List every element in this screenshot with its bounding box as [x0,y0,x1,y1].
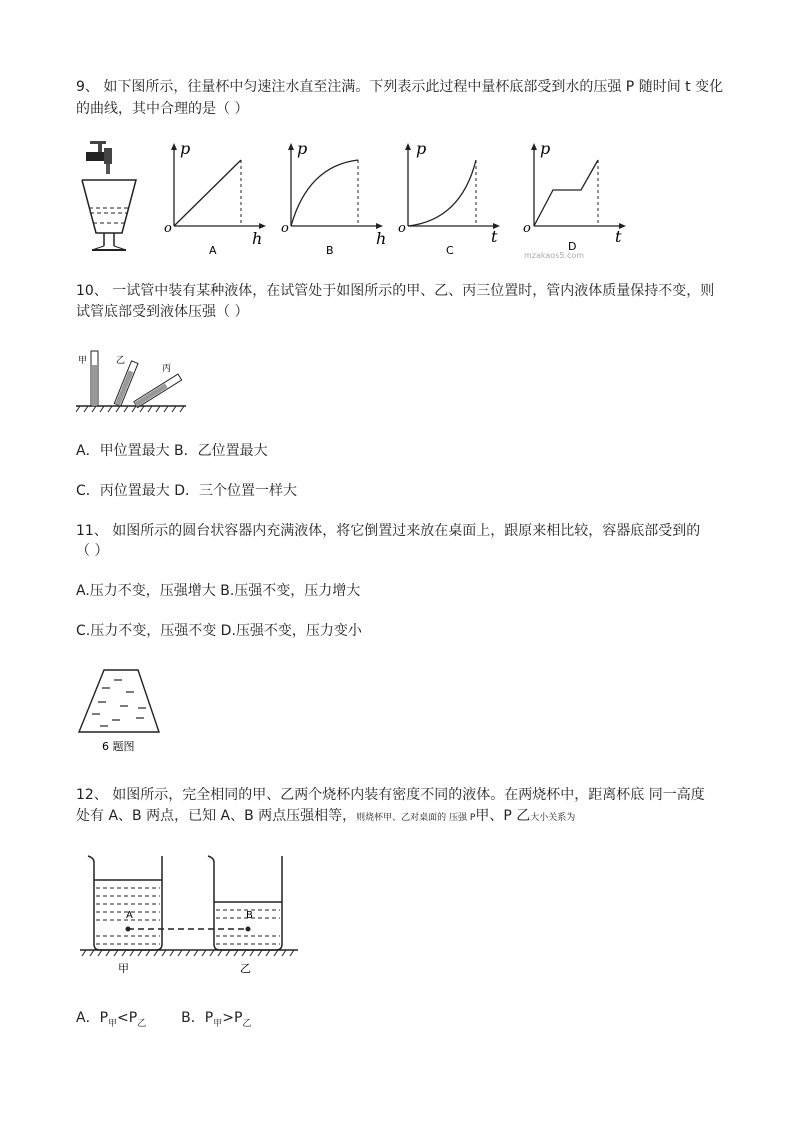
graph-d [523,139,626,260]
point-a-label: A [126,910,133,921]
graph-c-y-label: p [416,139,427,158]
tube-bing [134,374,182,407]
tube-label-bing: 丙 [162,364,172,374]
beaker-label-jia: 甲 [118,962,129,975]
beaker-label-yi: 乙 [240,962,251,975]
q10-figure [76,345,196,415]
q12-stem-main: 处有 A、B 两点，已知 A、B 两点压强相等， [76,808,357,824]
q11-stem-line1: 11、 如图所示的圆台状容器内充满液体，将它倒置过来放在桌面上，跟原来相比较，容器底部受到的 [76,523,701,539]
graph-d-x-label: t [615,227,622,246]
graph-c-origin: o [398,221,406,236]
q9-stem-line1: 9、 如下图所示，往量杯中匀速注水直至注满。下列表示此过程中量杯底部受到水的压强 P 随时间 t 变化 [76,79,724,95]
graph-a-x-label: h [252,229,263,248]
beaker-jia [88,856,162,950]
graph-b-x-label: h [376,229,387,248]
q10-stem-line2: 试管底部受到液体压强（ ） [76,304,249,320]
graph-a-origin: o [164,221,172,236]
q10-options-row2: C．丙位置最大 D．三个位置一样大 [76,483,298,499]
tube-label-yi: 乙 [116,356,126,366]
q11-figure [76,664,176,756]
q12-stem-line1: 12、 如图所示，完全相同的甲、乙两个烧杯内装有密度不同的液体。在两烧杯中，距离杯底 同一高度 [76,787,705,803]
q12-stem-mid: 甲、P 乙 [475,808,531,824]
graph-c-option-label: C [446,244,454,257]
graph-b-option-label: B [326,244,334,257]
q9-stem-line2: 的曲线，其中合理的是（ ） [76,101,249,117]
point-b-label: B [246,910,253,921]
faucet-icon [86,141,112,174]
graph-a-y-label: p [180,139,191,158]
watermark: mzakaos5.com [524,251,585,260]
q12-option-b: B．$P_甲>P_乙$ [181,1010,252,1029]
q10-stem-line1: 10、 一试管中装有某种液体，在试管处于如图所示的甲、乙、丙三位置时，管内液体质量保持不变，则 [76,283,715,299]
graph-c-x-label: t [491,227,498,246]
graph-a-option-label: A [209,244,217,257]
graph-d-y-label: p [540,139,551,158]
q12-stem-line2 [76,806,575,828]
graph-a [164,139,266,257]
graph-b-origin: o [281,221,289,236]
graph-d-origin: o [523,221,531,236]
q12-stem-small-b: 大小关系为 [530,813,576,823]
measuring-cup-icon [82,180,136,250]
q11-options-row2: C.压力不变，压强不变 D.压强不变，压力变小 [76,623,362,639]
graph-d-option-label: D [568,240,577,253]
tube-yi [114,361,138,406]
q11-options-row1: A.压力不变，压强增大 B.压强不变，压力增大 [76,583,361,599]
q11-stem-line2: （ ） [76,543,109,559]
graph-b-y-label: p [297,139,308,158]
q12-figure [76,852,316,977]
tube-label-jia: 甲 [78,356,88,366]
q12-options [76,1008,251,1034]
q12-option-a: A．$P_甲<P_乙$ [76,1010,147,1029]
q9-figure [76,138,636,260]
beaker-yi [208,856,282,950]
graph-b [281,139,386,257]
q11-figure-caption: 6 题图 [102,740,135,753]
q12-stem-small-a: 则烧杯甲、乙对桌面的 压强 P [356,813,476,823]
graph-c [398,139,500,257]
q10-options-row1: A．甲位置最大 B．乙位置最大 [76,443,268,459]
tube-jia [91,351,98,406]
